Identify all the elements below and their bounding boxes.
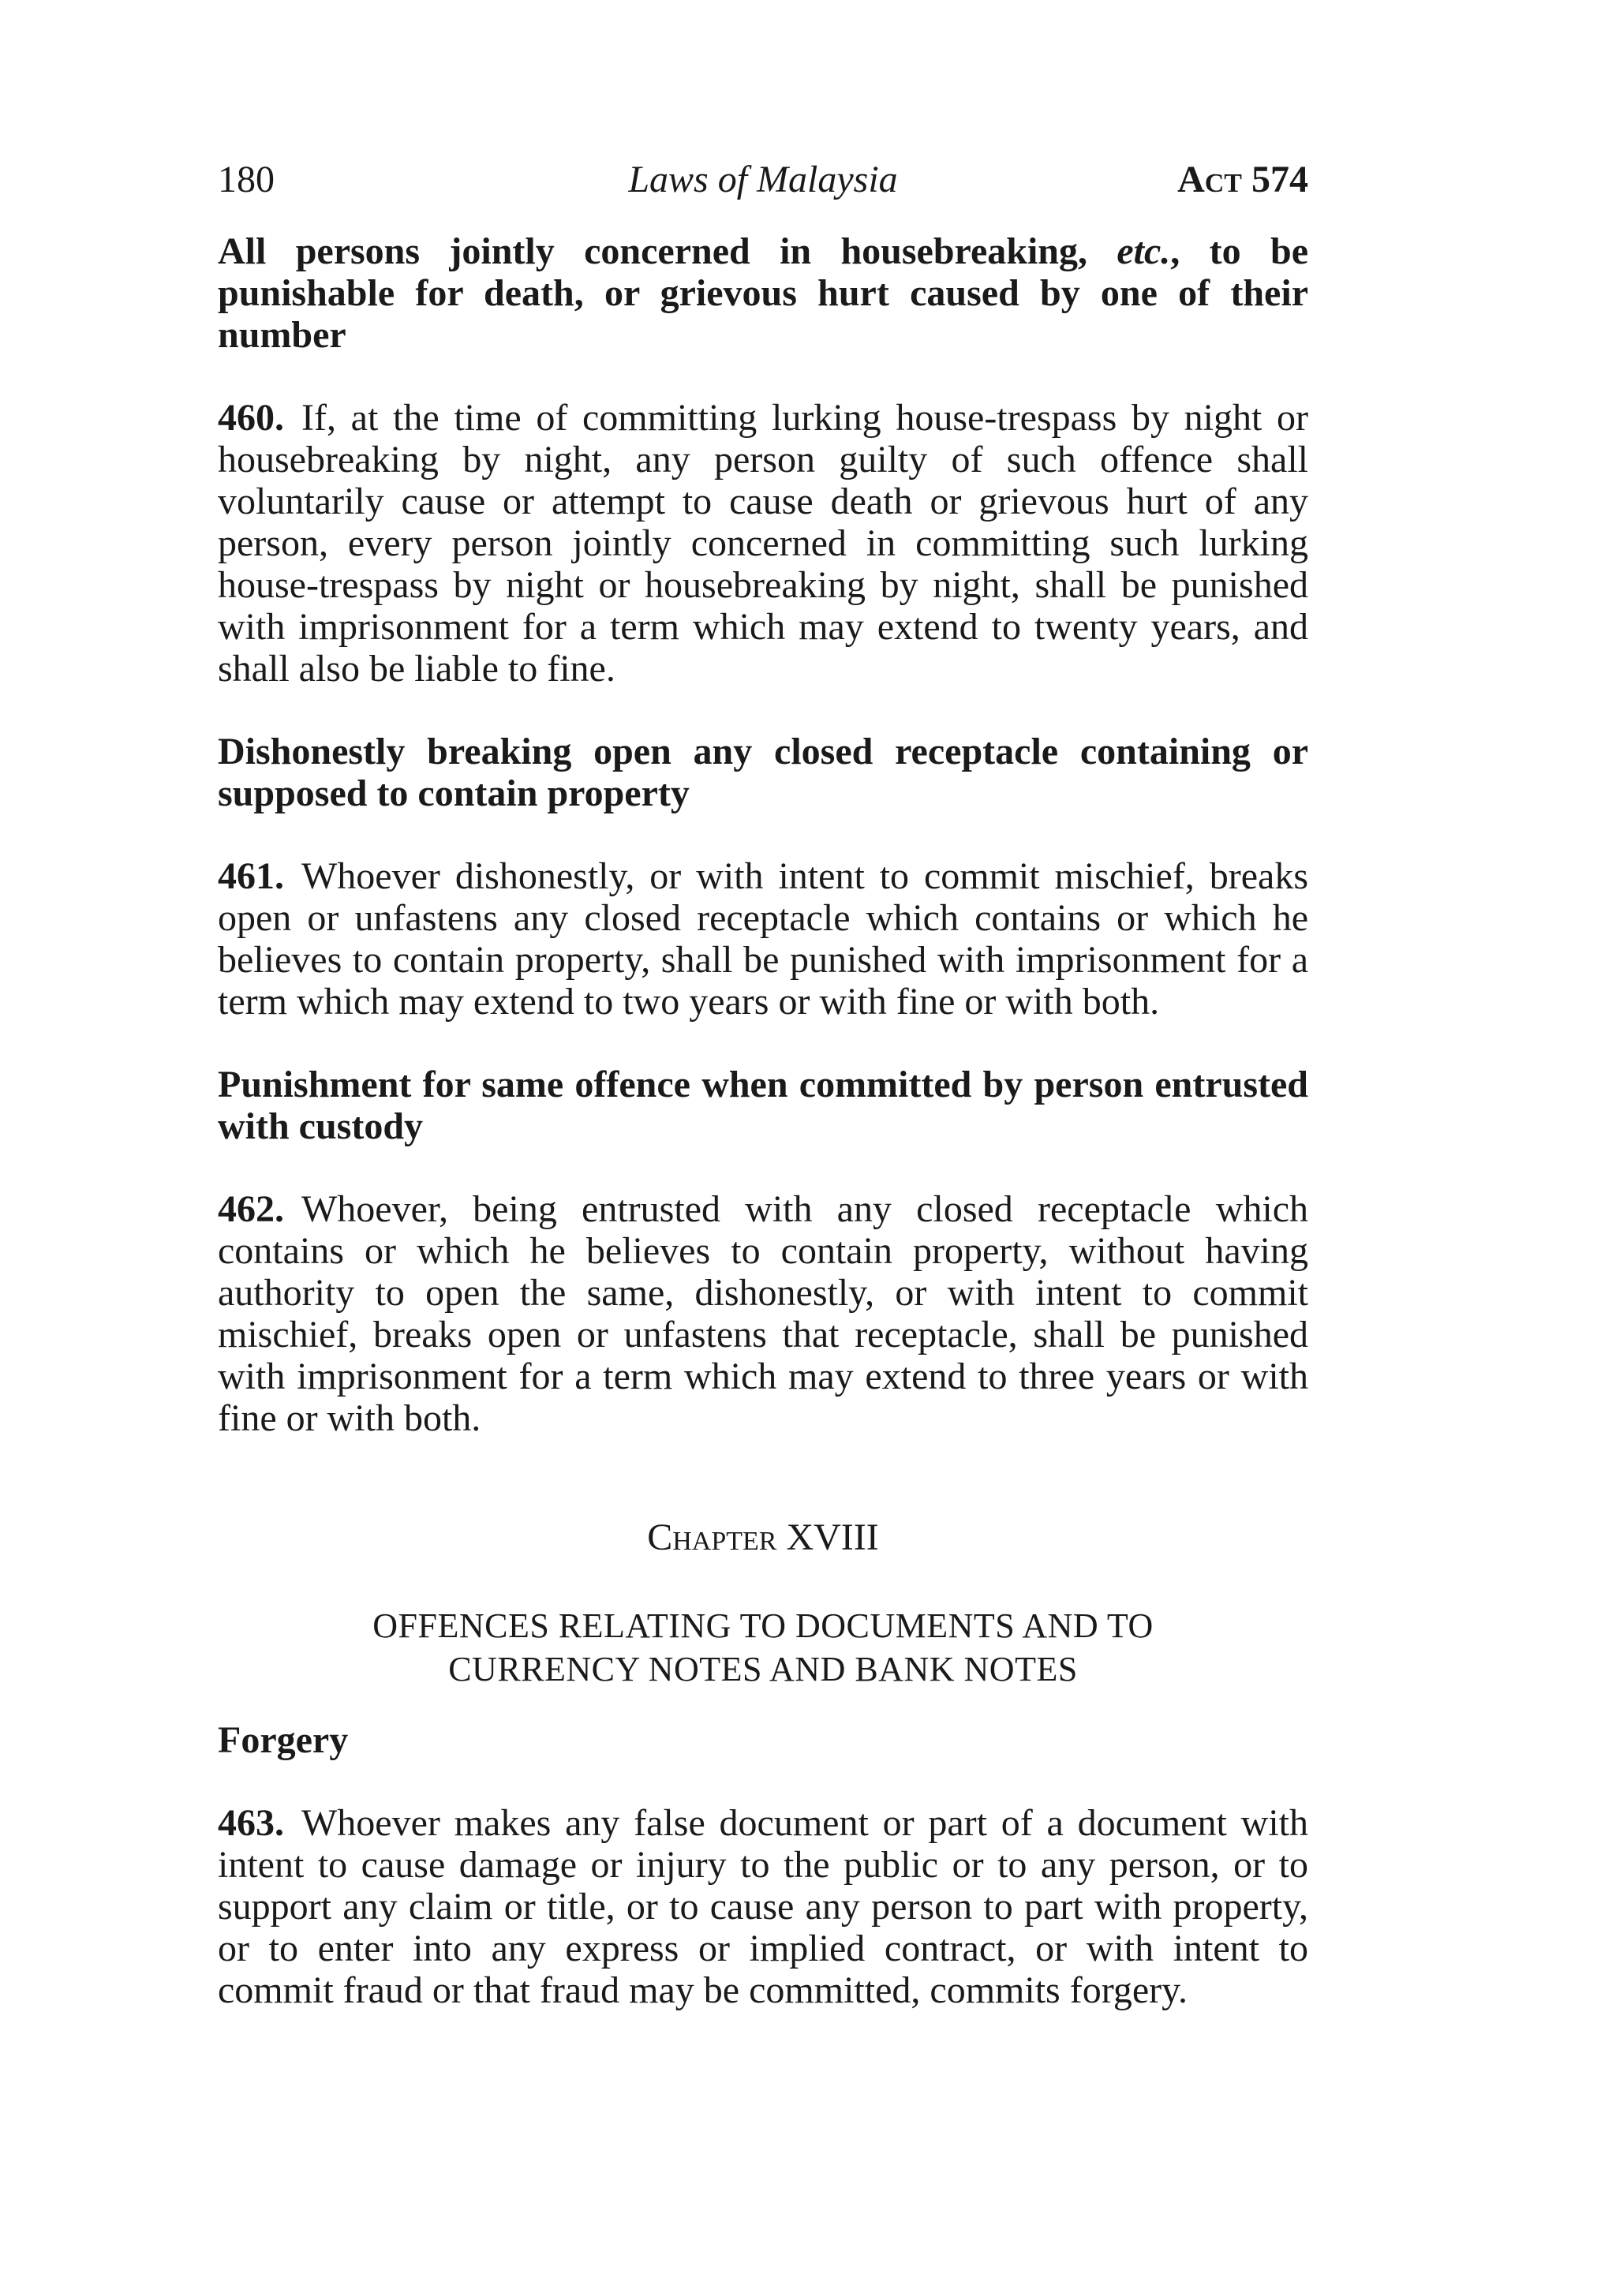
section-text-463: Whoever makes any false document or part of a document with intent to cause damage or injury to the public or to any person, or to support any claim or title, or to cause any person to part with property, or to enter into any express or implied contract, or with intent to commit fraud or that fraud may be committed, commits forgery. bbox=[218, 1802, 1308, 2011]
section-number-463: 463. bbox=[218, 1802, 284, 1844]
act-label: Act 574 bbox=[1177, 159, 1308, 200]
heading-460-part1: All persons jointly concerned in housebreaking, bbox=[218, 230, 1117, 272]
section-paragraph-463 bbox=[218, 1802, 1308, 2011]
heading-460-italic: etc. bbox=[1117, 230, 1171, 272]
section-paragraph-460 bbox=[218, 397, 1308, 690]
heading-460-part2: , to be punishable for death, or grievous hurt caused by one of their number bbox=[218, 230, 1308, 356]
section-text-462: Whoever, being entrusted with any closed receptacle which contains or which he believes to contain property, without having authority to open the same, dishonestly, or with intent to commit mischief, breaks open or unfastens that receptacle, shall be punished with imprisonment for a term which may extend to three years or with fine or with both. bbox=[218, 1188, 1308, 1439]
section-number-460: 460. bbox=[218, 397, 284, 439]
running-head bbox=[218, 155, 1308, 205]
section-number-462: 462. bbox=[218, 1188, 284, 1230]
chapter-title-line-2: CURRENCY NOTES AND BANK NOTES bbox=[448, 1650, 1078, 1688]
chapter-title bbox=[218, 1604, 1308, 1691]
section-text-460: If, at the time of committing lurking house-trespass by night or housebreaking by night, any person guilty of such offence shall voluntarily cause or attempt to cause death or grievous hurt of any person, every person jointly concerned in committing such lurking house-trespass by night or housebreaking by night, shall be punished with imprisonment for a term which may extend to twenty years, and shall also be liable to fine. bbox=[218, 397, 1308, 690]
section-text-461: Whoever dishonestly, or with intent to commit mischief, breaks open or unfastens any closed receptacle which contains or which he believes to contain property, shall be punished with imprisonment for a term which may extend to two years or with fine or with both. bbox=[218, 855, 1308, 1023]
section-paragraph-462 bbox=[218, 1188, 1308, 1439]
chapter-title-line-1: OFFENCES RELATING TO DOCUMENTS AND TO bbox=[372, 1606, 1154, 1645]
section-heading-462: Punishment for same offence when committed by person entrusted with custody bbox=[218, 1064, 1308, 1147]
chapter-label: Chapter XVIII bbox=[647, 1516, 879, 1558]
section-heading-460 bbox=[218, 230, 1308, 356]
section-number-461: 461. bbox=[218, 855, 284, 897]
page-number: 180 bbox=[218, 159, 275, 200]
act-number bbox=[1177, 155, 1308, 205]
section-heading-461: Dishonestly breaking open any closed receptacle containing or supposed to contain property bbox=[218, 731, 1308, 814]
section-paragraph-461 bbox=[218, 855, 1308, 1023]
document-page bbox=[218, 155, 1308, 2011]
publication-title: Laws of Malaysia bbox=[628, 159, 898, 200]
subheading-forgery: Forgery bbox=[218, 1719, 349, 1761]
